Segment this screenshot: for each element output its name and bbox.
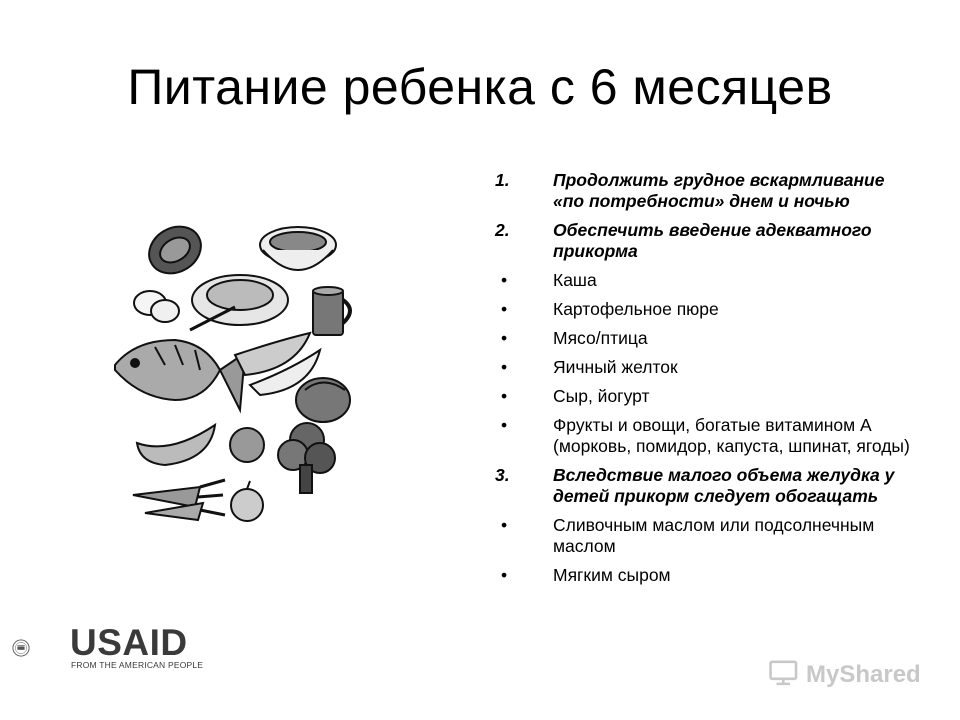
- myshared-logo-icon: [768, 655, 802, 689]
- usaid-tagline: FROM THE AMERICAN PEOPLE: [71, 660, 204, 670]
- list-marker: •: [501, 515, 508, 535]
- list-item: [495, 220, 915, 262]
- list-marker: •: [501, 270, 508, 290]
- myshared-watermark: MyShared: [806, 661, 921, 688]
- list-item-text: Вследствие малого объема желудка у детей прикорм следует обогащать: [553, 465, 895, 506]
- list-marker: 3.: [495, 465, 510, 485]
- list-item: [495, 465, 915, 507]
- list-marker: 2.: [495, 220, 510, 240]
- usaid-seal-icon: [12, 618, 72, 678]
- slide-title: Питание ребенка с 6 месяцев: [127, 59, 833, 115]
- list-item: [495, 515, 915, 557]
- list-marker: •: [501, 357, 508, 377]
- list-marker: •: [501, 328, 508, 348]
- list-item-text: Фрукты и овощи, богатые витамином А (морковь, помидор, капуста, шпинат, ягоды): [553, 415, 910, 456]
- list-marker: 1.: [495, 170, 510, 190]
- list-item-text: Яичный желток: [553, 357, 678, 377]
- list-item: [495, 357, 915, 378]
- list-marker: •: [501, 386, 508, 406]
- food-illustration-icon: [95, 215, 375, 535]
- usaid-logo-text: USAID: [70, 622, 188, 663]
- list-item: [495, 270, 915, 291]
- list-item-text: Обеспечить введение адекватного прикорма: [553, 220, 872, 261]
- list-item-text: Картофельное пюре: [553, 299, 719, 319]
- list-item-text: Мягким сыром: [553, 565, 671, 585]
- list-item-text: Каша: [553, 270, 597, 290]
- list-item-text: Сыр, йогурт: [553, 386, 650, 406]
- list-item: [495, 299, 915, 320]
- list-item: [495, 386, 915, 407]
- list-marker: •: [501, 565, 508, 585]
- list-item: [495, 565, 915, 586]
- list-marker: •: [501, 299, 508, 319]
- list-item: [495, 328, 915, 349]
- list-marker: •: [501, 415, 508, 435]
- list-item: [495, 170, 915, 212]
- list-item-text: Мясо/птица: [553, 328, 648, 348]
- list-item-text: Продолжить грудное вскармливание «по потребности» днем и ночью: [553, 170, 885, 211]
- content-list: [495, 170, 915, 594]
- list-item: [495, 415, 915, 457]
- list-item-text: Сливочным маслом или подсолнечным маслом: [553, 515, 875, 556]
